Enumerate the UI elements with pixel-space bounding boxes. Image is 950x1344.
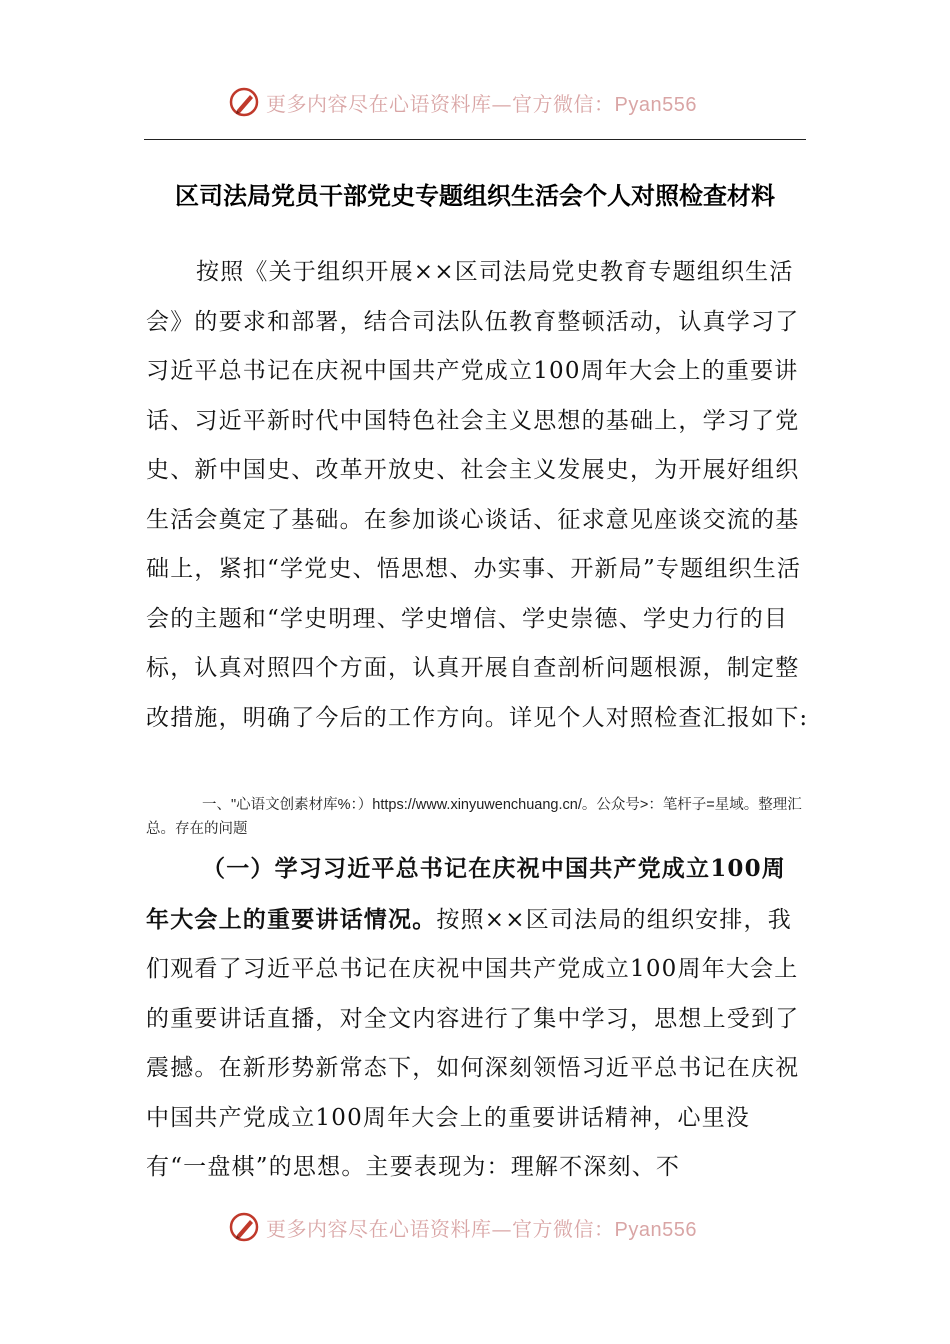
document-title: 区司法局党员干部党史专题组织生活会个人对照检查材料 — [175, 181, 775, 210]
banner-text: 更多内容尽在心语资料库—官方微信：Pyan556 — [266, 1217, 697, 1241]
section-body: 按照××区司法局的组织安排，我们观看了习近平总书记在庆祝中国共产党成立100周年大会上的重要讲话直播，对全文内容进行了集中学习，思想上受到了震撼。在新形势新常态下，如何深刻领悟习近平总书记在庆祝中国共产党成立100周年大会上的重要讲话精神，心里没有“一盘棋”的思想。主要表现为：理解不深刻、不 — [146, 906, 800, 1180]
banner-wechat-id: Pyan556 — [614, 1219, 697, 1241]
banner-text: 更多内容尽在心语资料库—官方微信：Pyan556 — [266, 92, 697, 116]
pen-logo-icon — [228, 86, 260, 118]
header-banner — [0, 84, 950, 124]
intro-paragraph: 按照《关于组织开展××区司法局党史教育专题组织生活会》的要求和部署，结合司法队伍教育整顿活动，认真学习了习近平总书记在庆祝中国共产党成立100周年大会上的重要讲话、习近平新时代中国特色社会主义思想的基础上，学习了党史、新中国史、改革开放史、社会主义发展史，为开展好组织生活会奠定了基础。在参加谈心谈话、征求意见座谈交流的基础上，紧扣“学党史、悟思想、办实事、开新局”专题组织生活会的主题和“学史明理、学史增信、学史崇德、学史力行的目标，认真对照四个方面，认真开展自查剖析问题根源，制定整改措施，明确了今后的工作方向。详见个人对照检查汇报如下: — [146, 259, 809, 731]
section-heading: （一）学习习近平总书记在庆祝中国共产党成立100周年大会上的重要讲话情况。 — [146, 855, 787, 933]
footer-banner — [0, 1209, 950, 1249]
banner-wechat-id: Pyan556 — [614, 94, 697, 116]
section-paragraph — [146, 844, 810, 1193]
source-note: 一、"心语文创素材库%：）https://www.xinyuwenchuang.cn/。公众号>：笔杆子=星域。整理汇总。存在的问题 — [146, 797, 802, 837]
header-divider — [144, 139, 806, 140]
pen-logo-icon — [228, 1211, 260, 1243]
